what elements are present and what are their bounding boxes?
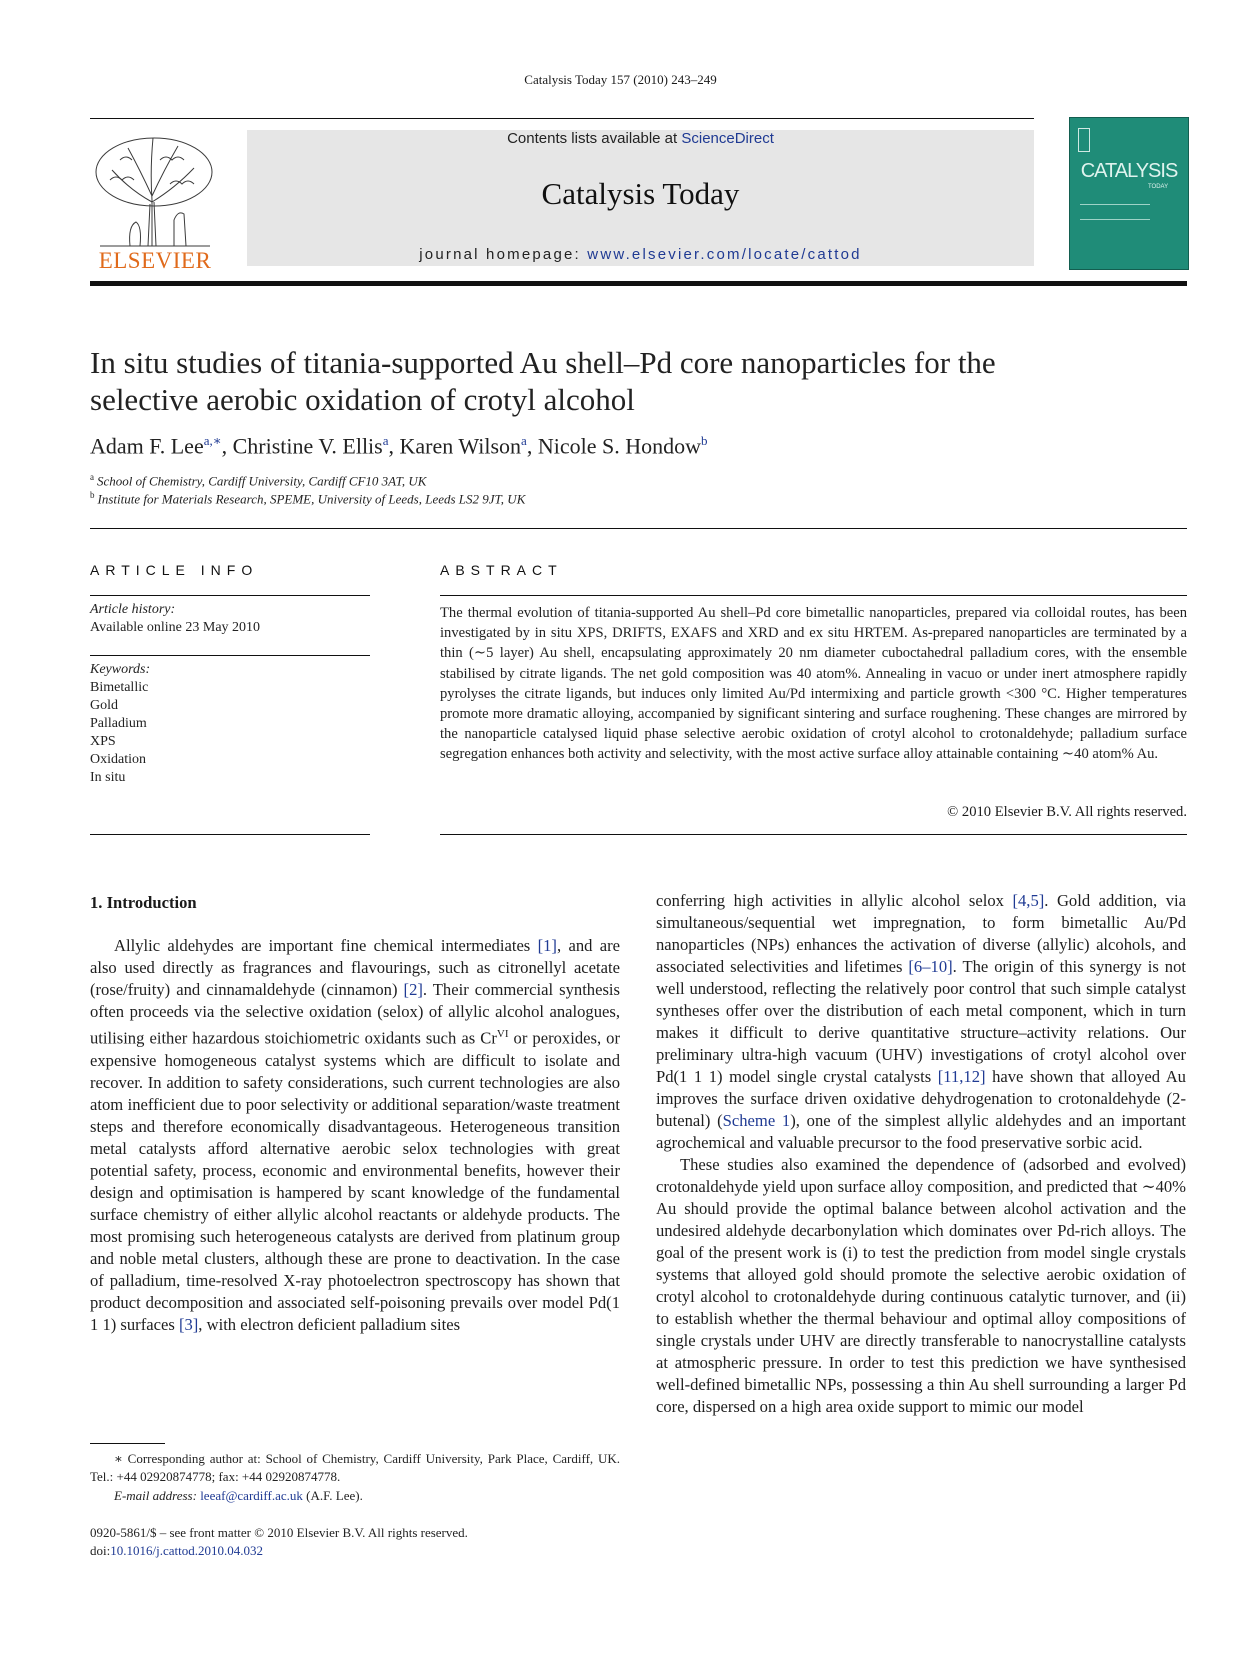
body-text: ), one of the simplest allylic aldehydes and an important agrochemical and valuable precursor to the food preservative sorbic acid. bbox=[656, 1111, 1186, 1152]
cover-title: CATALYSIS bbox=[1080, 160, 1178, 182]
email-link[interactable]: leeaf@cardiff.ac.uk bbox=[200, 1488, 303, 1503]
doi-link[interactable]: 10.1016/j.cattod.2010.04.032 bbox=[110, 1543, 263, 1558]
reference-link[interactable]: [2] bbox=[403, 980, 423, 999]
cover-logo-mark bbox=[1078, 128, 1090, 152]
history-label: Article history: bbox=[90, 602, 176, 617]
affiliation-mark: b bbox=[90, 490, 95, 500]
keywords-rule bbox=[90, 655, 370, 656]
affiliation-text: School of Chemistry, Cardiff University, Cardiff CF10 3AT, UK bbox=[97, 473, 427, 489]
corresponding-author-footnote bbox=[90, 1450, 620, 1486]
body-text: have shown that alloyed Au improves the surface driven oxidative dehydrogenation to crotonaldehyde (2-butenal) ( bbox=[656, 1067, 1186, 1130]
issn-line: 0920-5861/$ – see front matter © 2010 Elsevier B.V. All rights reserved. bbox=[90, 1525, 468, 1540]
article-title bbox=[90, 344, 1150, 418]
author-name[interactable]: Nicole S. Hondow bbox=[537, 433, 701, 459]
author-name[interactable]: Karen Wilson bbox=[399, 433, 522, 459]
journal-citation: Catalysis Today 157 (2010) 243–249 bbox=[524, 72, 717, 87]
email-suffix: (A.F. Lee). bbox=[302, 1488, 363, 1503]
history-value: Available online 23 May 2010 bbox=[90, 620, 261, 635]
keyword: XPS bbox=[90, 734, 116, 749]
article-info-heading: ARTICLE INFO bbox=[90, 562, 259, 578]
keyword: Gold bbox=[90, 698, 118, 713]
author-affiliation-mark[interactable]: a,∗ bbox=[203, 433, 222, 448]
author-name[interactable]: Christine V. Ellis bbox=[232, 433, 383, 459]
footnote-mark: ∗ bbox=[114, 1451, 123, 1466]
body-text: , and are also used directly as fragrances and flavourings, such as citronellyl acetate (rose/fruity) and cinnamaldehyde (cinnamon) bbox=[90, 936, 620, 999]
body-text: . Their commercial synthesis often proceeds via the selective oxidation (selox) of allylic alcohol analogues, utilising either hazardous stoichiometric oxidants such as Cr bbox=[90, 980, 620, 1048]
keywords-block bbox=[90, 661, 150, 787]
intro-paragraph bbox=[656, 890, 1186, 1154]
reference-link[interactable]: [6–10] bbox=[908, 957, 953, 976]
intro-paragraph: These studies also examined the dependence of (adsorbed and evolved) crotonaldehyde yield upon surface alloy composition, and predicted that ∼40% Au should provide the optimal balance between alcohol activation and the undesired aldehyde decarbonylation which dominates over Pd-rich alloys. The goal of the present work is (i) to test the prediction from model single crystals systems that alloyed gold should promote the selective aerobic oxidation of crotyl alcohol to crotonaldehyde during continuous catalytic turnover, and (ii) to establish whether the thermal behaviour and optimal alloy compositions of single crystals under UHV are directly transferable to nanocrystalline catalysts at atmospheric pressure. In order to test this prediction we have synthesised well-defined bimetallic NPs, possessing a thin Au shell surrounding a larger Pd core, dispersed on a high area oxide support to mimic our model bbox=[656, 1155, 1186, 1416]
reference-link[interactable]: [1] bbox=[537, 936, 557, 955]
homepage-prefix: journal homepage: bbox=[419, 246, 588, 263]
reference-link[interactable]: [4,5] bbox=[1012, 891, 1045, 910]
doi-line bbox=[90, 1542, 263, 1560]
cover-text-lines bbox=[1080, 204, 1150, 220]
abstract-rule bbox=[440, 595, 1187, 596]
intro-left-column bbox=[90, 935, 620, 1336]
cover-subtitle: TODAY bbox=[1148, 184, 1169, 190]
affiliation-a bbox=[90, 472, 426, 489]
author-list: Adam F. Lee$^{a,∗}$, Christine V. Ellis$^a$, Karen Wilson$^a$, Nicole S. Hondow$^b$ bbox=[90, 433, 708, 459]
doi-label: doi: bbox=[90, 1543, 111, 1558]
keyword: Palladium bbox=[90, 716, 147, 731]
header-rule bbox=[90, 118, 1034, 119]
homepage-link[interactable]: www.elsevier.com/locate/cattod bbox=[587, 246, 862, 263]
keywords-label: Keywords: bbox=[90, 662, 151, 677]
footnote-rule bbox=[90, 1443, 165, 1444]
abstract-bottom-rule bbox=[440, 834, 1187, 835]
keyword: Bimetallic bbox=[90, 680, 149, 695]
article-info-bottom-rule bbox=[90, 834, 370, 835]
body-text: or peroxides, or expensive homogeneous catalyst systems which are difficult to isolate and recover. In addition to safety considerations, such current technologies are also atom inefficient due to poor selectivity or additional separation/waste treatment steps and therefore economically disadvantageous. Heterogeneous transition metal catalysts afford alternative aerobic selox technologies with great potential safety, process, economic and environmental benefits, however their design and optimisation is hampered by scant knowledge of the fundamental surface chemistry of either allylic alcohol reactants or aldehyde products. The most promising such heterogeneous catalysts are derived from platinum group and noble metal clusters, although these are prone to deactivation. In the case of palladium, time-resolved X-ray photoelectron spectroscopy has shown that product decomposition and associated self-poisoning prevails over model Pd(1 1 1) surfaces bbox=[90, 1028, 620, 1334]
body-text: conferring high activities in allylic alcohol selox bbox=[656, 891, 1013, 910]
elsevier-wordmark: ELSEVIER bbox=[98, 248, 212, 273]
reference-link[interactable]: [11,12] bbox=[937, 1067, 986, 1086]
article-title-line-2: selective aerobic oxidation of crotyl alcohol bbox=[90, 382, 635, 417]
contents-prefix: Contents lists available at bbox=[507, 130, 682, 147]
reference-link[interactable]: [3] bbox=[178, 1314, 199, 1334]
affiliation-text: Institute for Materials Research, SPEME, University of Leeds, Leeds LS2 9JT, UK bbox=[97, 491, 526, 507]
superscript: VI bbox=[496, 1028, 509, 1040]
author-name[interactable]: Adam F. Lee bbox=[90, 433, 204, 459]
body-text: , with electron deficient palladium sites bbox=[198, 1314, 461, 1334]
elsevier-tree-logo bbox=[90, 130, 220, 248]
footnote-text: Corresponding author at: School of Chemistry, Cardiff University, Park Place, Cardiff, UK. Tel.: +44 02920874778; fax: +44 02920874778. bbox=[90, 1451, 620, 1484]
sciencedirect-link[interactable]: ScienceDirect bbox=[681, 130, 774, 147]
contents-line bbox=[247, 130, 1034, 147]
author-affiliation-mark[interactable]: a bbox=[521, 433, 527, 448]
email-label: E-mail address: bbox=[114, 1488, 201, 1503]
affiliation-mark: a bbox=[90, 472, 94, 482]
keyword: In situ bbox=[90, 770, 126, 785]
author-affiliation-mark[interactable]: a bbox=[382, 433, 389, 448]
intro-right-column bbox=[656, 890, 1186, 1418]
body-text: . The origin of this synergy is not well understood, reflecting the relatively poor control that such simple catalyst syntheses offer over the distribution of each metal component, which in turn makes it difficult to derive quantitative structure–activity relations. Our preliminary ultra-high vacuum (UHV) investigations of crotyl alcohol over Pd(1 1 1) model single crystal catalysts bbox=[656, 957, 1186, 1086]
email-line bbox=[114, 1487, 363, 1505]
body-text: Allylic aldehydes are important fine chemical intermediates bbox=[114, 936, 538, 955]
article-title-line-1: In situ studies of titania-supported Au shell–Pd core nanoparticles for the bbox=[90, 345, 996, 380]
body-text: . Gold addition, via simultaneous/sequential wet impregnation, to form bimetallic Au/Pd nanoparticles (NPs) enhances the activation of diverse (allylic) alcohols, and associated selectivities and lifetimes bbox=[656, 891, 1186, 976]
affiliation-b bbox=[90, 490, 525, 507]
author-affiliation-mark[interactable]: b bbox=[700, 433, 708, 448]
article-info-rule bbox=[90, 595, 370, 596]
journal-title: Catalysis Today bbox=[541, 176, 740, 211]
abstract-copyright: © 2010 Elsevier B.V. All rights reserved. bbox=[947, 804, 1187, 820]
journal-homepage bbox=[247, 246, 1034, 263]
keyword: Oxidation bbox=[90, 752, 146, 767]
abstract-heading: ABSTRACT bbox=[440, 562, 563, 578]
section-heading-introduction: 1. Introduction bbox=[90, 893, 197, 912]
scheme-link[interactable]: Scheme 1 bbox=[722, 1111, 791, 1130]
intro-paragraph bbox=[90, 935, 620, 1336]
front-matter-rule bbox=[90, 528, 1187, 529]
masthead-thick-rule bbox=[90, 281, 1187, 286]
abstract-text: The thermal evolution of titania-supported Au shell–Pd core bimetallic nanoparticles, prepared via colloidal routes, has been investigated by in situ XPS, DRIFTS, EXAFS and XRD and ex situ HRTEM. As-prepared nanoparticles are terminated by a thin (∼5 layer) Au shell, encapsulating approximately 20 nm diameter cuboctahedral palladium cores, with the ensemble stabilised by citrate ligands. The net gold composition was 40 atom%. Annealing in vacuo or under inert atmosphere rapidly pyrolyses the citrate ligands, but induces only limited Au/Pd intermixing and particle growth <300 °C. Higher temperatures promote more dramatic alloying, accompanied by significant sintering and surface roughening. These changes are mirrored by the nanoparticle catalysed liquid phase selective aerobic oxidation of crotyl alcohol to crotonaldehyde; palladium surface segregation enhances both activity and selectivity, with the most active surface alloy attainable containing ∼40 atom% Au. bbox=[440, 605, 1187, 763]
article-history bbox=[90, 601, 260, 637]
